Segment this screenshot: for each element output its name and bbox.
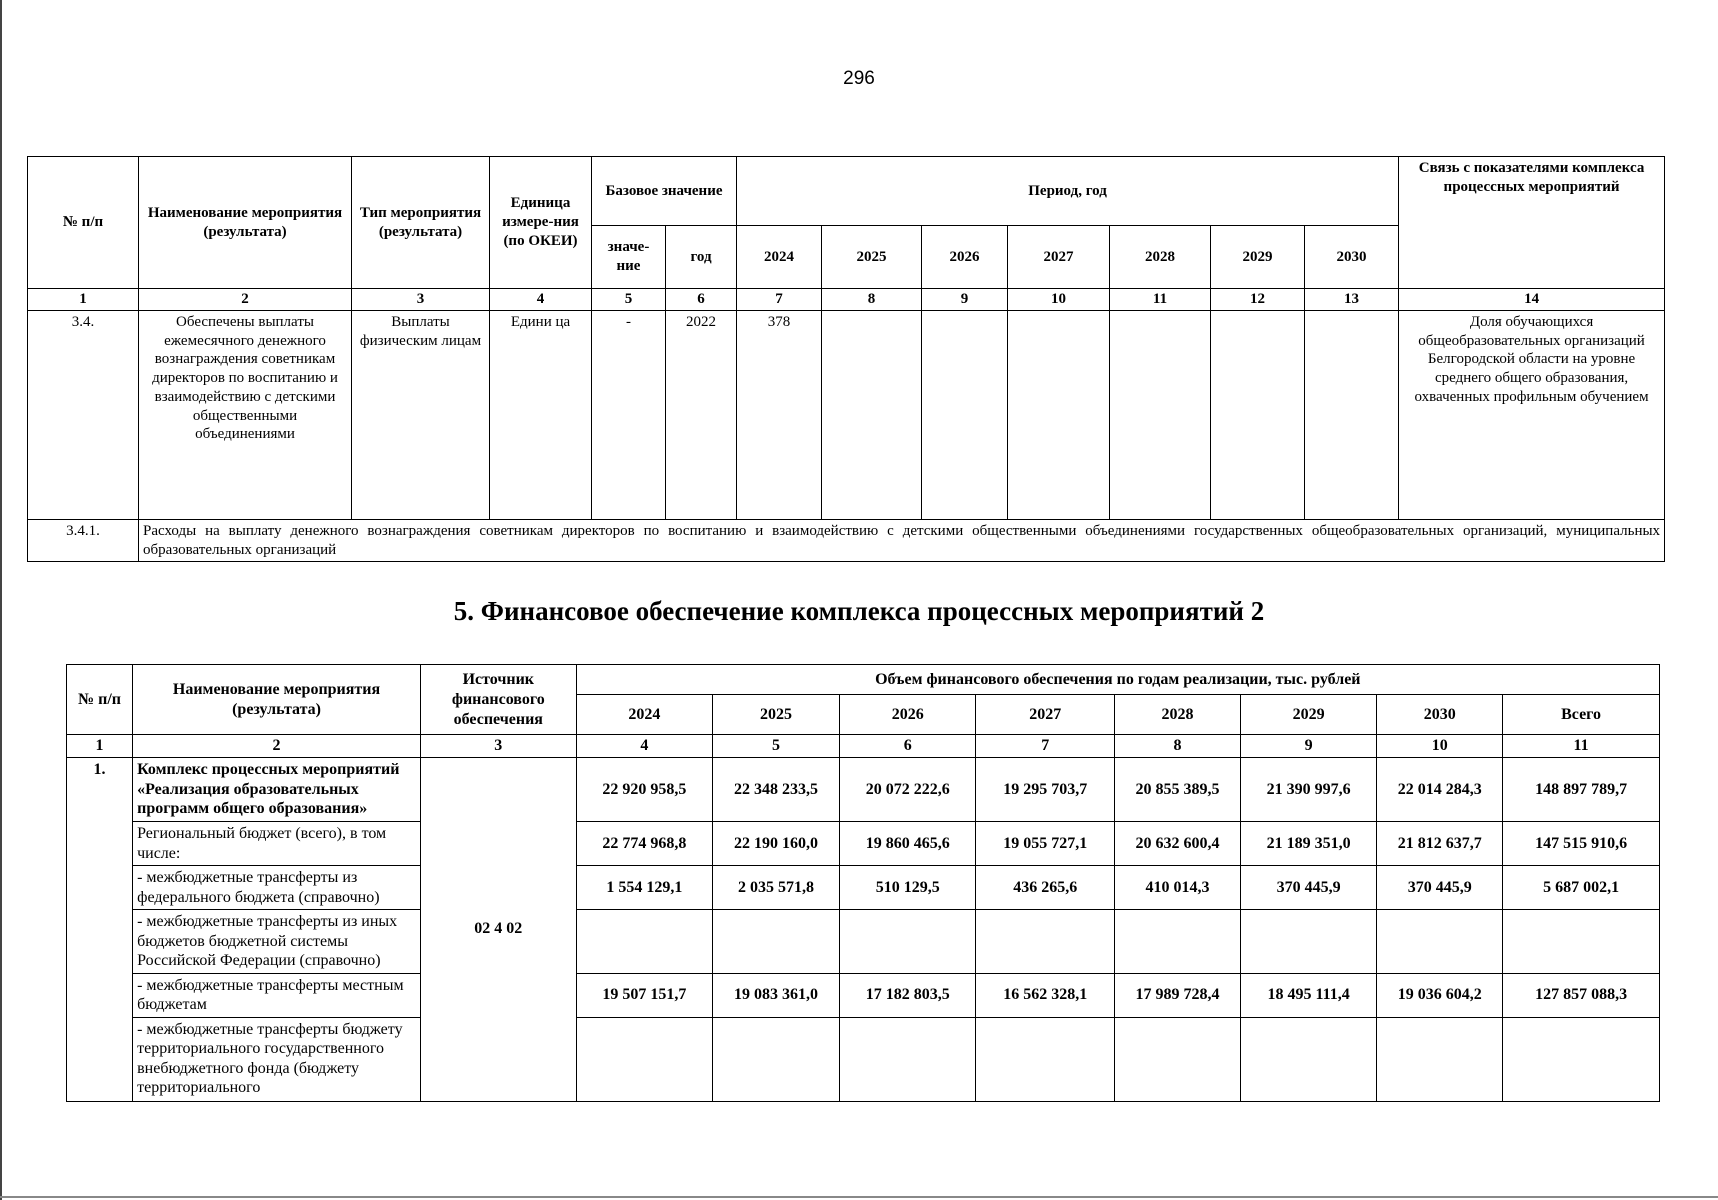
row-name: - межбюджетные трансферты местным бюджетам [133,973,421,1017]
row-num: 3.4. [28,310,139,519]
value-2027: 19 055 727,1 [976,822,1115,866]
value-2026: 19 860 465,6 [839,822,975,866]
column-number: 1 [67,735,133,758]
column-number: 7 [976,735,1115,758]
header-year: 2024 [576,695,712,735]
row-name: - межбюджетные трансферты из иных бюджетов бюджетной системы Российской Федерации (справочно) [133,910,421,974]
column-number: 2 [139,289,352,311]
value-2024: 19 507 151,7 [576,973,712,1017]
column-numbers-row [28,289,1665,311]
value-2029 [1240,910,1376,974]
value-total: 147 515 910,6 [1503,822,1660,866]
header-source: Источник финансового обеспечения [420,665,576,735]
column-number: 12 [1211,289,1305,311]
value-2025: 22 348 233,5 [713,758,840,822]
value-2027: 16 562 328,1 [976,973,1115,1017]
scan-bottom-edge [0,1196,1718,1198]
header-base: Базовое значение [592,157,737,226]
value-total [1503,910,1660,974]
table-row [67,822,1660,866]
row-value-2027 [1008,310,1110,519]
table-row [67,1017,1660,1101]
row-value-2028 [1110,310,1211,519]
value-2028: 20 632 600,4 [1115,822,1241,866]
header-type: Тип мероприятия (результата) [352,157,490,289]
row-value-2029 [1211,310,1305,519]
column-number: 10 [1008,289,1110,311]
source-code: 02 4 02 [420,758,576,1102]
table-row-3-4 [28,310,1665,519]
header-year: 2024 [737,226,822,289]
row-value-2026 [922,310,1008,519]
column-number: 3 [352,289,490,311]
header-year: 2028 [1115,695,1241,735]
value-2025: 2 035 571,8 [713,866,840,910]
value-2029: 370 445,9 [1240,866,1376,910]
column-number: 10 [1377,735,1503,758]
row-value-2024: 378 [737,310,822,519]
activities-table [27,156,1665,562]
value-total: 127 857 088,3 [1503,973,1660,1017]
row-base-value: - [592,310,666,519]
value-2029 [1240,1017,1376,1101]
value-2026: 20 072 222,6 [839,758,975,822]
financing-table [66,664,1660,1102]
row-unit: Едини ца [490,310,592,519]
row-num: 1. [67,758,133,1102]
header-year: 2030 [1305,226,1399,289]
header-num: № п/п [67,665,133,735]
column-numbers-row [67,735,1660,758]
value-2028: 17 989 728,4 [1115,973,1241,1017]
column-number: 13 [1305,289,1399,311]
value-2027 [976,910,1115,974]
column-number: 4 [490,289,592,311]
value-2027: 436 265,6 [976,866,1115,910]
column-number: 6 [839,735,975,758]
column-number: 2 [133,735,421,758]
value-2024: 22 920 958,5 [576,758,712,822]
value-2029: 18 495 111,4 [1240,973,1376,1017]
header-base-year: год [666,226,737,289]
column-number: 1 [28,289,139,311]
row-type: Выплаты физическим лицам [352,310,490,519]
row-name: - межбюджетные трансферты из федерального бюджета (справочно) [133,866,421,910]
header-year: 2026 [839,695,975,735]
value-2024 [576,910,712,974]
header-name: Наименование мероприятия (результата) [139,157,352,289]
table-row [67,866,1660,910]
value-2026: 17 182 803,5 [839,973,975,1017]
value-2025: 22 190 160,0 [713,822,840,866]
header-year: 2028 [1110,226,1211,289]
value-2030: 21 812 637,7 [1377,822,1503,866]
value-2024 [576,1017,712,1101]
column-number: 8 [1115,735,1241,758]
value-2025: 19 083 361,0 [713,973,840,1017]
value-2025 [713,1017,840,1101]
value-total: 148 897 789,7 [1503,758,1660,822]
header-unit: Единица измере-ния (по ОКЕИ) [490,157,592,289]
column-number: 9 [922,289,1008,311]
header-num: № п/п [28,157,139,289]
value-2030: 19 036 604,2 [1377,973,1503,1017]
column-number: 14 [1399,289,1665,311]
value-2027: 19 295 703,7 [976,758,1115,822]
value-2024: 22 774 968,8 [576,822,712,866]
value-2026 [839,1017,975,1101]
table-row [67,973,1660,1017]
header-year: 2030 [1377,695,1503,735]
header-row-1 [28,157,1665,226]
header-year: 2027 [976,695,1115,735]
value-2030 [1377,1017,1503,1101]
row-name: Комплекс процессных мероприятий «Реализация образовательных программ общего образования» [133,758,421,822]
header-year: 2027 [1008,226,1110,289]
header-year: 2026 [922,226,1008,289]
row-base-year: 2022 [666,310,737,519]
value-2030 [1377,910,1503,974]
column-number: 7 [737,289,822,311]
value-2030: 370 445,9 [1377,866,1503,910]
row-link: Доля обучающихся общеобразовательных организаций Белгородской области на уровне среднего общего образования, охваченных профильным обучением [1399,310,1665,519]
header-row-1 [67,665,1660,695]
header-year: 2029 [1240,695,1376,735]
value-2029: 21 189 351,0 [1240,822,1376,866]
row-description: Расходы на выплату денежного вознаграждения советникам директоров по воспитанию и взаимодействию с детскими общественными объединениями государственных общеобразовательных организаций, муниципальных образовательных организаций [139,519,1665,562]
header-year: 2025 [713,695,840,735]
value-2024: 1 554 129,1 [576,866,712,910]
column-number: 5 [713,735,840,758]
value-total: 5 687 002,1 [1503,866,1660,910]
row-name: - межбюджетные трансферты бюджету территориального государственного внебюджетного фонда (бюджету территориального [133,1017,421,1101]
row-value-2025 [822,310,922,519]
value-2026 [839,910,975,974]
page-number: 296 [843,68,875,89]
column-number: 5 [592,289,666,311]
row-name: Обеспечены выплаты ежемесячного денежного вознаграждения советникам директоров по воспитанию и взаимодействию с детскими общественными объединениями [139,310,352,519]
row-value-2030 [1305,310,1399,519]
value-2027 [976,1017,1115,1101]
column-number: 4 [576,735,712,758]
header-volume: Объем финансового обеспечения по годам реализации, тыс. рублей [576,665,1659,695]
header-name: Наименование мероприятия (результата) [133,665,421,735]
row-num: 3.4.1. [28,519,139,562]
section-title: 5. Финансовое обеспечение комплекса процессных мероприятий 2 [453,596,1265,626]
column-number: 9 [1240,735,1376,758]
value-2026: 510 129,5 [839,866,975,910]
column-number: 11 [1503,735,1660,758]
header-year: 2025 [822,226,922,289]
value-2028 [1115,1017,1241,1101]
header-year: 2029 [1211,226,1305,289]
value-2025 [713,910,840,974]
value-2028 [1115,910,1241,974]
header-total: Всего [1503,695,1660,735]
value-2028: 410 014,3 [1115,866,1241,910]
column-number: 6 [666,289,737,311]
header-base-value: значе-ние [592,226,666,289]
table-row-3-4-1 [28,519,1665,562]
header-period: Период, год [737,157,1399,226]
column-number: 8 [822,289,922,311]
row-name: Региональный бюджет (всего), в том числе: [133,822,421,866]
value-2028: 20 855 389,5 [1115,758,1241,822]
table-row [67,910,1660,974]
value-total [1503,1017,1660,1101]
header-link: Связь с показателями комплекса процессных мероприятий [1399,157,1665,289]
column-number: 3 [420,735,576,758]
column-number: 11 [1110,289,1211,311]
value-2029: 21 390 997,6 [1240,758,1376,822]
table-row [67,758,1660,822]
value-2030: 22 014 284,3 [1377,758,1503,822]
